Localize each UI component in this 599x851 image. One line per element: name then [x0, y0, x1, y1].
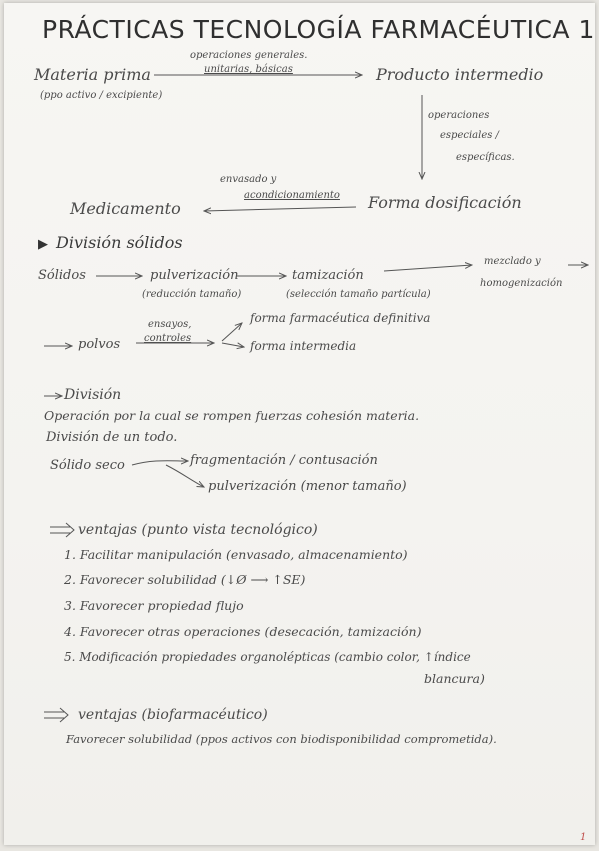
ventaja-item: 3. Favorecer propiedad flujo [64, 598, 244, 613]
materia-prima-sub: (ppo activo / excipiente) [40, 90, 163, 101]
connector-strokes [4, 3, 595, 845]
ventaja-item: 5. Modificación propiedades organolépticas (cambio color, ↑índice [64, 650, 471, 664]
page-title: PRÁCTICAS TECNOLOGÍA FARMACÉUTICA 1 [42, 15, 595, 44]
producto-intermedio-label: Producto intermedio [376, 65, 544, 84]
ff-definitiva-label: forma farmacéutica definitiva [250, 311, 431, 325]
division-solidos-heading: División sólidos [56, 233, 183, 252]
forma-dosificacion-label: Forma dosificación [368, 193, 522, 212]
ventaja-item: 2. Favorecer solubilidad (↓Ø ⟶ ↑SE) [64, 572, 306, 587]
envasado-label: envasado y [220, 174, 277, 185]
implies-1 [50, 523, 74, 537]
controles-label: controles [144, 333, 192, 344]
ventajas-bio-text: Favorecer solubilidad (ppos activos con biodisponibilidad comprometida). [66, 732, 497, 746]
solidos-label: Sólidos [38, 268, 86, 283]
ensayos-label: ensayos, [148, 319, 192, 330]
ventaja-item-5-cont: blancura) [424, 671, 485, 686]
bullet-icon: ▶ [38, 237, 48, 252]
ventaja-item: 4. Favorecer otras operaciones (desecación, tamización) [64, 624, 422, 639]
acondicionamiento-label: acondicionamiento [244, 190, 340, 201]
division-def-2: División de un todo. [46, 430, 178, 445]
op-especiales-2: especiales / [440, 130, 499, 141]
ff-intermedia-label: forma intermedia [250, 339, 357, 353]
page-number: 1 [580, 832, 587, 843]
tamizacion-sub: (selección tamaño partícula) [286, 289, 431, 300]
materia-prima-label: Materia prima [34, 65, 151, 84]
op-generales-label: operaciones generales. [190, 50, 308, 61]
polvos-label: polvos [78, 337, 121, 352]
ventajas-biofarmaceutico-heading: ventajas (biofarmacéutico) [78, 707, 268, 723]
arrow-forma-medicamento [204, 207, 356, 211]
ventaja-item: 1. Facilitar manipulación (envasado, almacenamiento) [64, 547, 408, 562]
op-especiales-1: operaciones [428, 110, 490, 121]
branch-forma [222, 323, 242, 341]
arrow-tamiz-mezclado [384, 265, 472, 271]
branch-frag [132, 461, 188, 465]
tamizacion-label: tamización [292, 268, 364, 283]
homogenizacion-label: homogenización [480, 278, 563, 289]
branch-pulv [166, 465, 204, 487]
branch-forma-int [222, 343, 244, 347]
implies-2 [44, 708, 68, 722]
pulverizacion-menor-label: pulverización (menor tamaño) [208, 479, 407, 494]
medicamento-label: Medicamento [70, 199, 181, 218]
notebook-page [4, 3, 595, 845]
division-def-1: Operación por la cual se rompen fuerzas cohesión materia. [44, 408, 420, 423]
op-unitarias-label: unitarias, básicas [204, 64, 293, 75]
op-especiales-3: específicas. [456, 152, 515, 163]
pulverizacion-sub: (reducción tamaño) [142, 289, 242, 300]
fragmentacion-label: fragmentación / contusación [190, 453, 378, 468]
mezclado-label: mezclado y [484, 256, 541, 267]
division-heading: División [64, 387, 122, 403]
ventajas-tecnologico-heading: ventajas (punto vista tecnológico) [78, 522, 318, 538]
solido-seco-label: Sólido seco [50, 458, 125, 473]
pulverizacion-label: pulverización [150, 268, 239, 283]
